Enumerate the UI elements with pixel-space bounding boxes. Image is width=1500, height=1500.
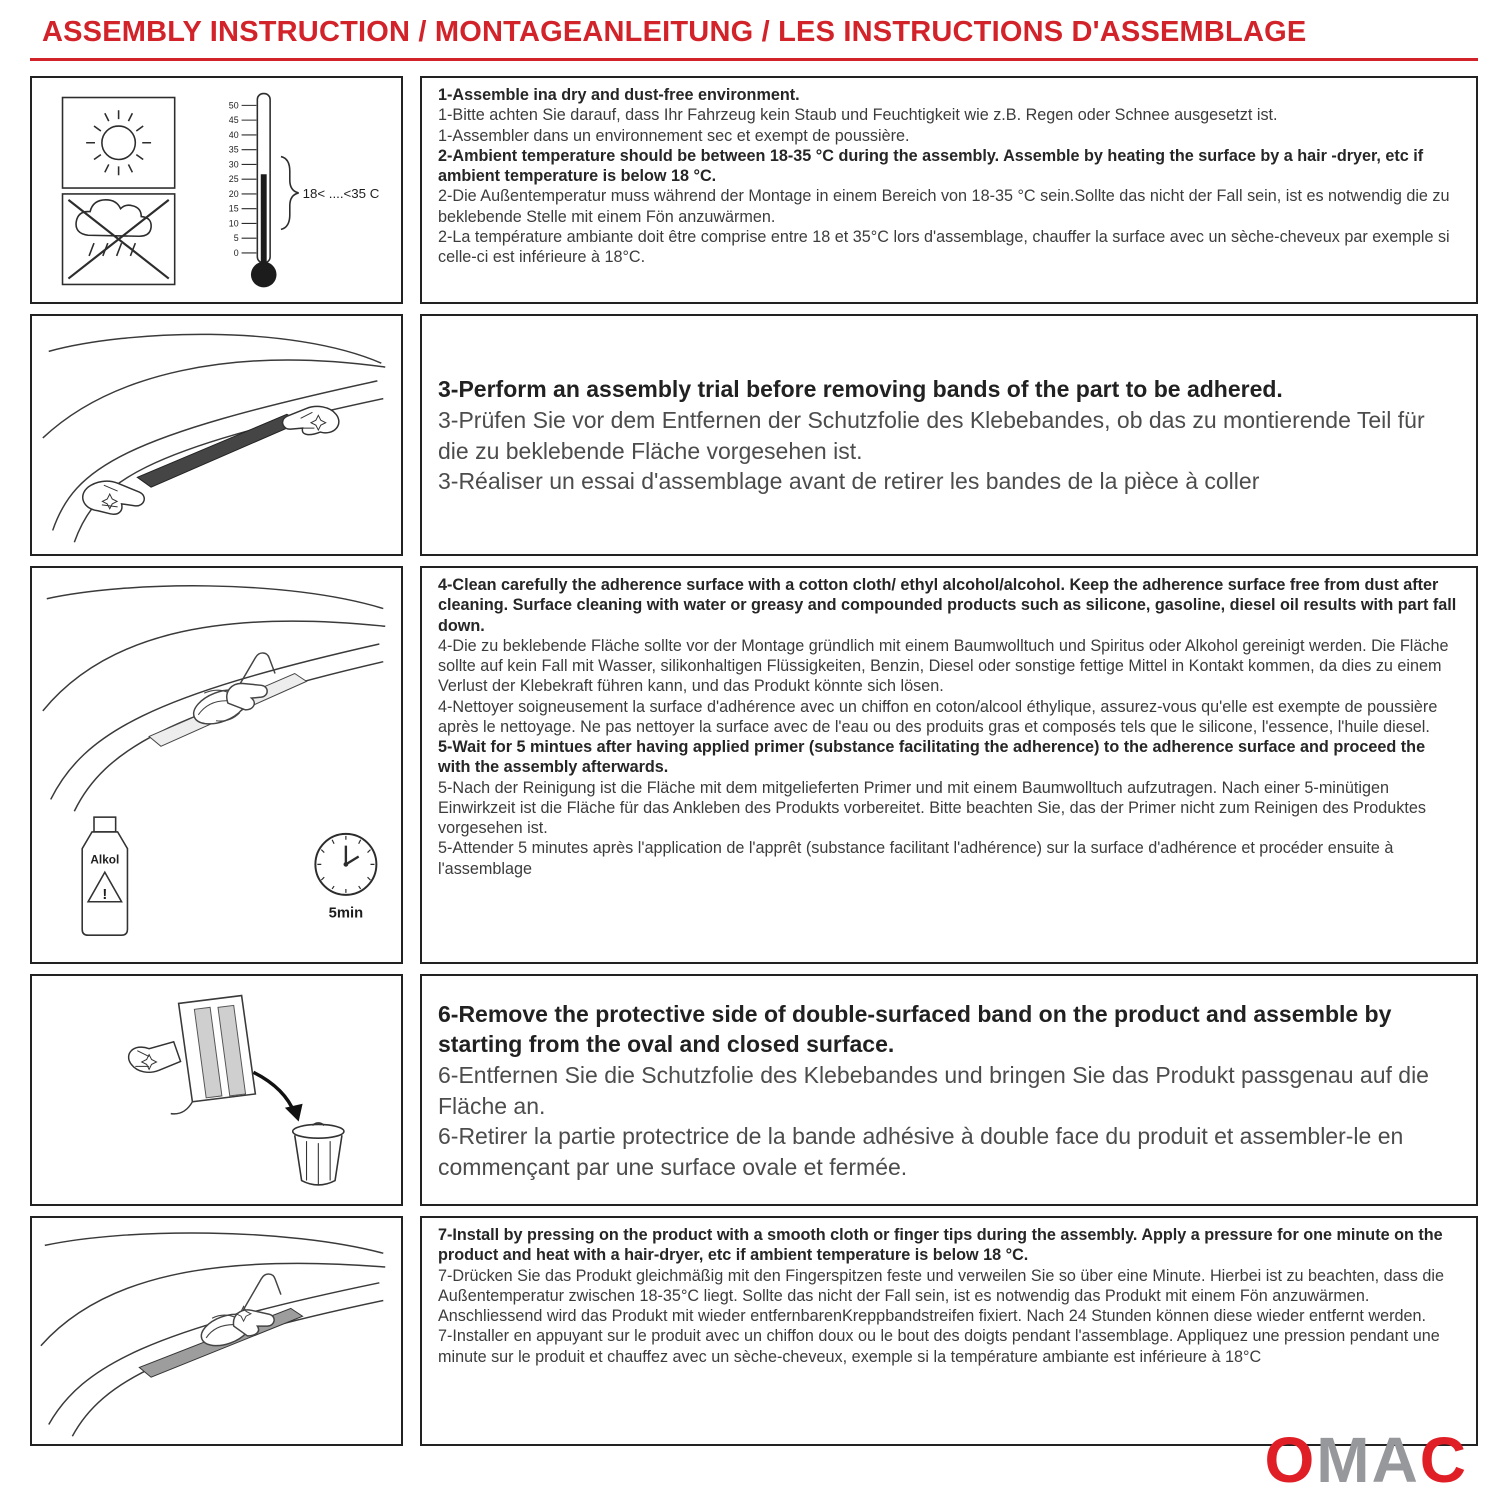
assembly-trial-illustration [33, 317, 400, 553]
step-6-illustration-box [30, 974, 403, 1206]
instruction-2-de: 2-Die Außentemperatur muss während der Montage in einem Bereich von 18-35 °C sein.Sollte das nicht der Fall sein, ist es notwendig die zu beklebende Stelle mit einem Fön anzuwärmen. [438, 187, 1450, 226]
step-1-text-box [420, 76, 1478, 304]
clock-icon [315, 834, 376, 895]
scale-label: 10 [228, 218, 239, 229]
trash-can-icon [293, 1123, 344, 1185]
arrow-head [285, 1104, 303, 1122]
instruction-2-fr: 2-La température ambiante doit être comprise entre 18 et 35°C lors d'assemblage, chauffer la surface avec un sèche-cheveux par exemple si celle-ci est inférieure à 18°C. [438, 227, 1450, 266]
peel-curl [171, 1102, 193, 1114]
logo-letter: A [1371, 1424, 1420, 1496]
scale-label: 25 [228, 174, 239, 185]
hand-peeling-band-icon [129, 1042, 181, 1073]
no-rain-icon [68, 200, 168, 279]
instruction-1-fr: 1-Assembler dans un environnement sec et exempt de poussière. [438, 126, 910, 145]
scale-label: 30 [228, 159, 239, 170]
step-7-text-box [420, 1216, 1478, 1446]
scale-label: 20 [228, 188, 239, 199]
clock-label: 5min [328, 905, 364, 922]
climate-illustration [33, 79, 400, 301]
instruction-1-en: 1-Assemble ina dry and dust-free environment. [438, 86, 800, 104]
scale-label: 15 [228, 203, 239, 214]
step-3-text-box [420, 314, 1478, 556]
step-1-illustration-box [30, 76, 403, 304]
press-product-illustration [33, 1219, 400, 1443]
instruction-4-de: 4-Die zu beklebende Fläche sollte vor der Montage gründlich mit einem Baumwolltuch und Spiritus oder Alkohol gereinigt werden. Die Fläche sollte auf kein Fall mit Wasser, silikonhaltigen Flüssigkeiten, Benzin, Diesel oder sonstige fettige Mittel in Kontakt kommen, da dies zu einem Verlust der Klebekraft führen kann, und das Produkt könnte sich lösen. [438, 636, 1449, 696]
instruction-6-en: 6-Remove the protective side of double-surfaced band on the product and assemble by starting from the oval and closed surface. [438, 1000, 1392, 1058]
alcohol-bottle-icon [82, 817, 127, 935]
temperature-range-label: 18< ....<35 C [302, 185, 380, 201]
step-4-illustration-box [30, 566, 403, 964]
bottle-label: Alkol [90, 852, 120, 867]
instruction-6-fr: 6-Retirer la partie protectrice de la bande adhésive à double face du produit et assembler-le en commençant par une surface ovale et fermée. [438, 1123, 1404, 1180]
title-rule [30, 58, 1478, 61]
door-sill-trim [137, 414, 300, 487]
scale-label: 50 [228, 100, 239, 111]
instruction-3-de: 3-Prüfen Sie vor dem Entfernen der Schutzfolie des Klebebandes, ob das zu montierende Teil für die zu beklebende Fläche vorgesehen ist. [438, 406, 1425, 464]
svg-text:!: ! [102, 886, 108, 903]
instruction-7-de: 7-Drücken Sie das Produkt gleichmäßig mit den Fingerspitzen feste und verweilen Sie so über eine Minute. Hierbei ist zu beachten, dass die Außentemperatur zwischen 18-35°C liegt. Sollte das nicht der Fall sein, ist es notwendig das Produkt mit einem Fön anzuwärmen. Anschliessend wird das Produkt mit wieder entfernbarenKreppbandstreifen fixiert. Nach 24 Stunden können diese wieder entfernt werden. [438, 1266, 1444, 1325]
instruction-1-de: 1-Bitte achten Sie darauf, dass Ihr Fahrzeug kein Staub und Feuchtigkeit wie z.B. Regen oder Schnee ausgesetzt ist. [438, 106, 1278, 125]
instruction-3-fr: 3-Réaliser un essai d'assemblage avant de retirer les bandes de la pièce à coller [438, 468, 1260, 495]
range-brace [281, 157, 299, 230]
step-7-illustration-box [30, 1216, 403, 1446]
scale-label: 0 [233, 247, 239, 258]
instruction-7-en: 7-Install by pressing on the product with a smooth cloth or finger tips during the assembly. Apply a pressure for one minute on the product and heat with a hair-dryer, etc if ambient temperature is below 18 °C. [438, 1226, 1443, 1265]
instruction-5-de: 5-Nach der Reinigung ist die Fläche mit dem mitgelieferten Primer und mit einem Baumwolltuch aufzutragen. Nach einer 5-minütigen Einwirkzeit ist die Fläche für das Ankleben des Produkts vorbereitet. Bitte beachten Sie, das der Primer nicht zum Reinigen des Produktes vorgesehen ist. [438, 778, 1426, 837]
instruction-7-fr: 7-Installer en appuyant sur le produit avec un chiffon doux ou le bout des doigts pendant l'assemblage. Appliquez une pression pendant une minute sur le produit et chauffez avec un sèche-cheveux, exemple si la température ambiante est inférieure à 18°C [438, 1327, 1440, 1366]
scale-label: 45 [228, 115, 239, 126]
instruction-4-en: 4-Clean carefully the adherence surface with a cotton cloth/ ethyl alcohol/alcohol. Keep the adherence surface free from dust after cleaning. Surface cleaning with water or greasy and compounded products such as silicone, gasoline, diesel oil results with part fall down. [438, 576, 1457, 635]
logo-letter: M [1316, 1424, 1372, 1496]
instruction-3-en: 3-Perform an assembly trial before removing bands of the part to be adhered. [438, 376, 1283, 403]
scale-label: 5 [233, 233, 239, 244]
right-hand-icon [283, 406, 339, 434]
thermometer-icon [242, 94, 277, 288]
instruction-5-en: 5-Wait for 5 mintues after having applied primer (substance facilitating the adherence) to the adherence surface and proceed the with the assembly afterwards. [438, 738, 1426, 777]
scale-label: 40 [228, 129, 239, 140]
step-3-illustration-box [30, 314, 403, 556]
cleaning-illustration [33, 569, 400, 961]
logo-letter: O [1264, 1424, 1317, 1496]
logo-letter: C [1419, 1424, 1468, 1496]
instruction-6-de: 6-Entfernen Sie die Schutzfolie des Klebebandes und bringen Sie das Produkt passgenau auf die Fläche an. [438, 1061, 1429, 1119]
step-6-text-box [420, 974, 1478, 1206]
scale-label: 35 [228, 144, 239, 155]
peel-band-illustration [33, 977, 400, 1203]
instruction-2-en: 2-Ambient temperature should be between 18-35 °C during the assembly. Assemble by heating the surface by a hair -dryer, etc if ambient temperature is below 18 °C. [438, 146, 1424, 185]
step-4-text-box [420, 566, 1478, 964]
page-title: ASSEMBLY INSTRUCTION / MONTAGEANLEITUNG / LES INSTRUCTIONS D'ASSEMBLAGE [42, 16, 1307, 48]
instruction-5-fr: 5-Attender 5 minutes après l'application de l'apprêt (substance facilitant l'adhérence) sur la surface d'adhérence et procéder ensuite à l'assemblage [438, 839, 1394, 878]
left-hand-icon [83, 481, 145, 514]
omac-logo [1264, 1424, 1468, 1496]
instruction-4-fr: 4-Nettoyer soigneusement la surface d'adhérence avec un chiffon en coton/alcool éthylique, assurez-vous qu'elle est exempte de poussière après le nettoyage. Ne pas nettoyer la surface avec de l'eau ou des produits gras et composés tels que le silicone, l'essence, l'huile diesel. [438, 697, 1438, 736]
sun-icon [86, 110, 151, 175]
